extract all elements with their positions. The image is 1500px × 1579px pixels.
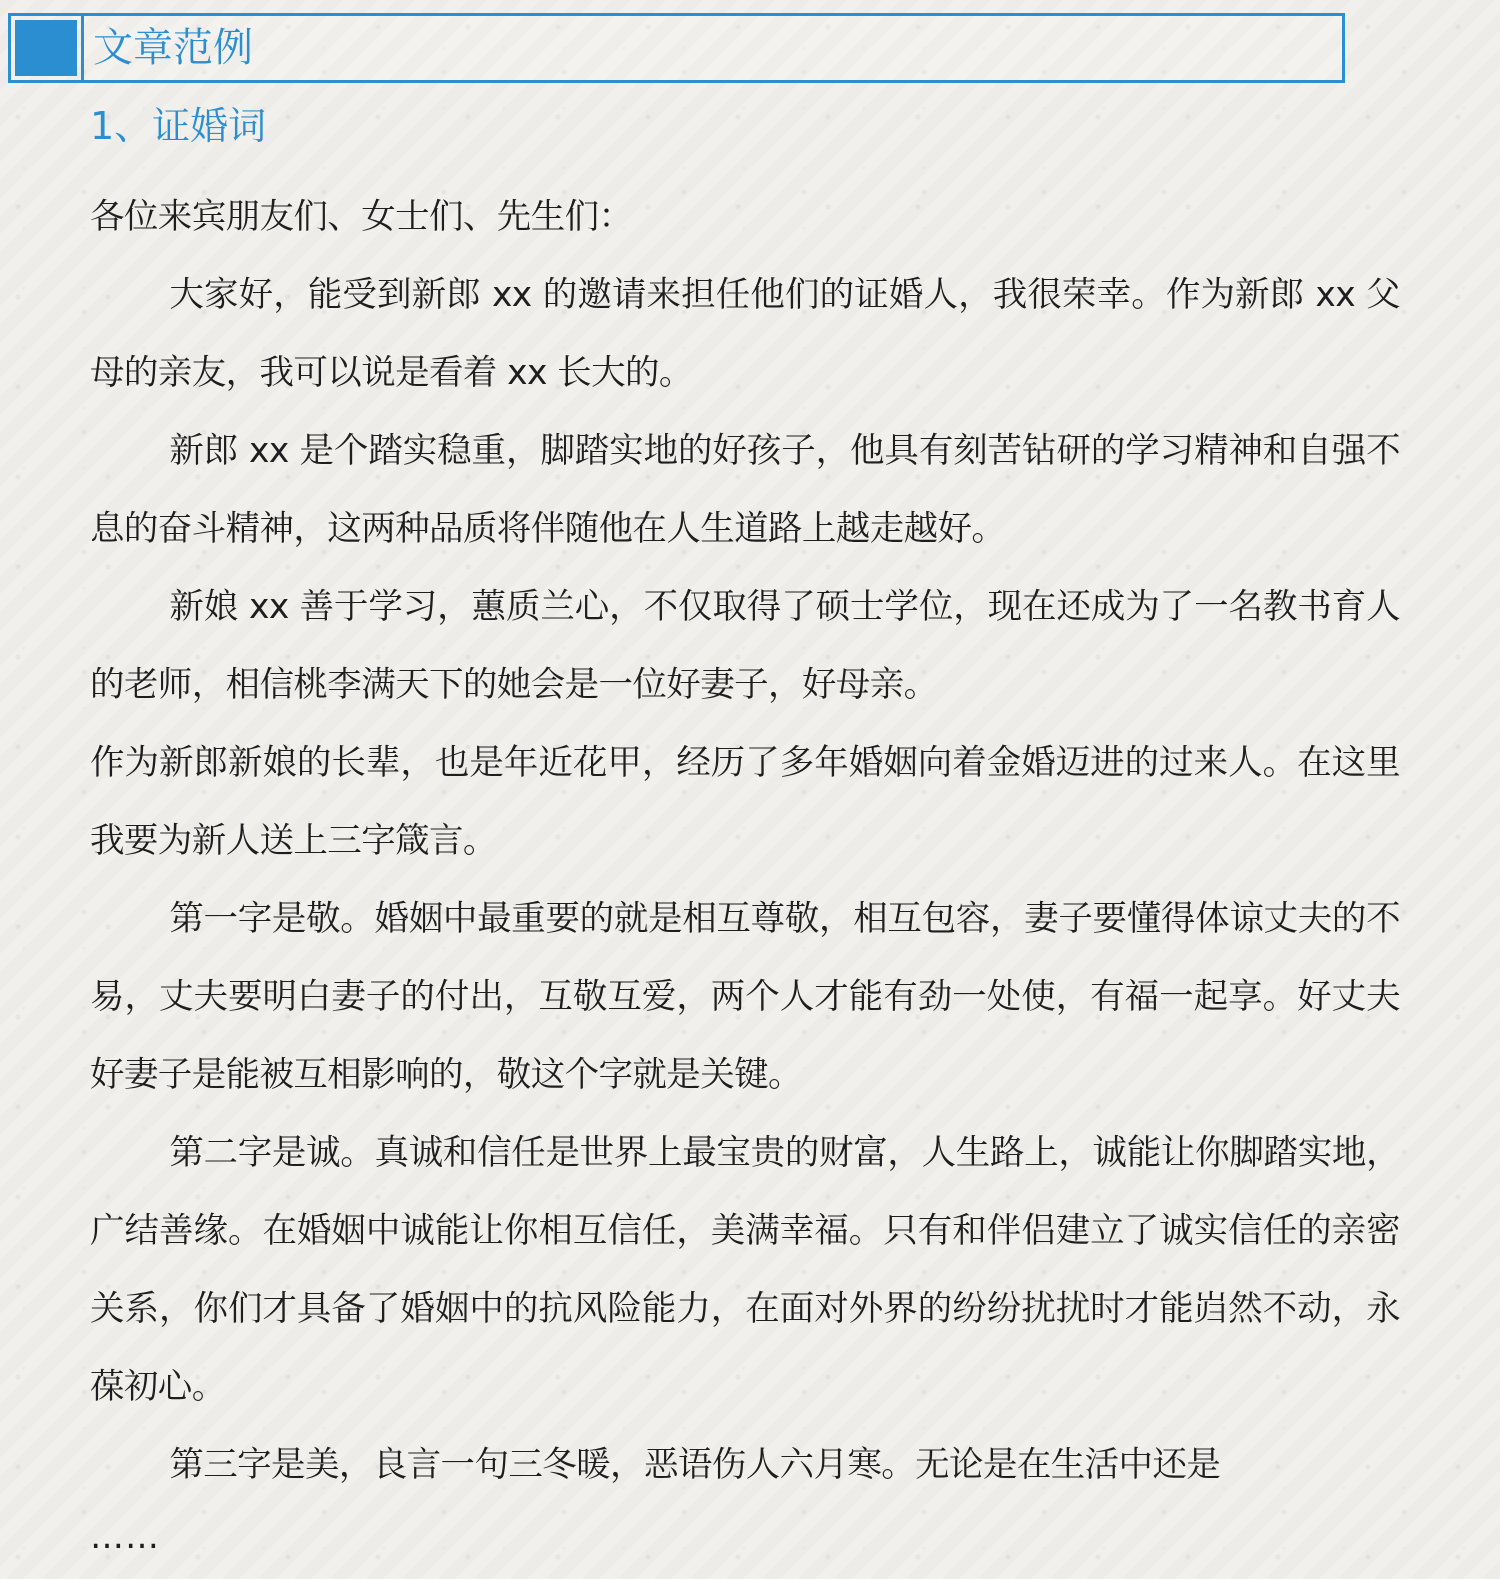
salutation: 各位来宾朋友们、女士们、先生们： <box>90 197 633 237</box>
paragraph-bride: 新娘 xx 善于学习，蕙质兰心，不仅取得了硕士学位，现在还成为了一名教书育人的老师，相信桃李满天下的她会是一位好妻子，好母亲。 <box>90 587 1400 705</box>
section-header-bar <box>8 13 1345 83</box>
header-divider <box>81 16 84 80</box>
paragraph-groom: 新郎 xx 是个踏实稳重，脚踏实地的好孩子，他具有刻苦钻研的学习精神和自强不息的奋斗精神，这两种品质将伴随他在人生道路上越走越好。 <box>90 431 1400 549</box>
paragraph-elder: 作为新郎新娘的长辈，也是年近花甲，经历了多年婚姻向着金婚迈进的过来人。在这里我要为新人送上三字箴言。 <box>90 743 1400 861</box>
continuation-ellipsis: …… <box>90 1517 160 1557</box>
paragraph-respect: 第一字是敬。婚姻中最重要的就是相互尊敬，相互包容，妻子要懂得体谅丈夫的不易，丈夫要明白妻子的付出，互敬互爱，两个人才能有劲一处使，有福一起享。好丈夫好妻子是能被互相影响的，敬这个字就是关键。 <box>90 899 1400 1095</box>
header-square-icon <box>15 20 77 76</box>
paragraph-sincerity: 第二字是诚。真诚和信任是世界上最宝贵的财富，人生路上，诚能让你脚踏实地，广结善缘。在婚姻中诚能让你相互信任，美满幸福。只有和伴侣建立了诚实信任的亲密关系，你们才具备了婚姻中的抗风险能力，在面对外界的纷纷扰扰时才能岿然不动，永葆初心。 <box>90 1133 1400 1407</box>
page-title: 文章范例 <box>93 25 253 71</box>
article-body <box>90 178 1400 1504</box>
paragraph-greeting: 大家好，能受到新郎 xx 的邀请来担任他们的证婚人，我很荣幸。作为新郎 xx 父母的亲友，我可以说是看着 xx 长大的。 <box>90 275 1400 393</box>
paragraph-beauty: 第三字是美，良言一句三冬暖，恶语伤人六月寒。无论是在生活中还是 <box>169 1445 1221 1485</box>
section-heading: 1、证婚词 <box>90 104 267 148</box>
